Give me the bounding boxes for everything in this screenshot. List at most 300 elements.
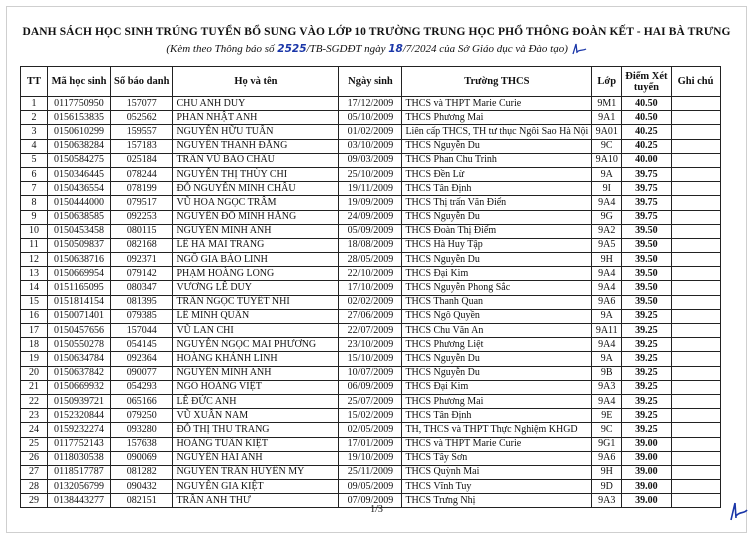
cell-name: ĐỖ THỊ THU TRANG — [173, 423, 339, 437]
table-row — [21, 182, 721, 196]
cell-student-id: 0150638585 — [48, 210, 111, 224]
cell-score: 39.75 — [622, 167, 671, 181]
cell-score: 39.50 — [622, 253, 671, 267]
cell-tt: 23 — [21, 409, 48, 423]
cell-school: THCS Vĩnh Tuy — [402, 480, 592, 494]
cell-dob: 24/09/2009 — [339, 210, 402, 224]
subtitle-mid: /TB-SGDĐT ngày — [306, 43, 386, 55]
cell-student-id: 0117750950 — [48, 97, 111, 111]
cell-exam-no: 090432 — [111, 480, 173, 494]
cell-dob: 17/01/2009 — [339, 437, 402, 451]
cell-score: 39.00 — [622, 465, 671, 479]
cell-name: NGUYỄN GIA KIỆT — [173, 480, 339, 494]
cell-dob: 10/07/2009 — [339, 366, 402, 380]
cell-name: NGUYỄN ĐỖ MINH HẰNG — [173, 210, 339, 224]
cell-student-id: 0150638284 — [48, 139, 111, 153]
cell-school: THCS và THPT Marie Curie — [402, 97, 592, 111]
table-row — [21, 139, 721, 153]
cell-student-id: 0150610299 — [48, 125, 111, 139]
cell-tt: 15 — [21, 295, 48, 309]
cell-dob: 01/02/2009 — [339, 125, 402, 139]
cell-note — [671, 97, 720, 111]
cell-exam-no: 082168 — [111, 238, 173, 252]
admission-table — [20, 66, 721, 508]
cell-tt: 14 — [21, 281, 48, 295]
cell-score: 39.50 — [622, 295, 671, 309]
cell-tt: 12 — [21, 253, 48, 267]
cell-student-id: 0150939721 — [48, 394, 111, 408]
cell-student-id: 0151814154 — [48, 295, 111, 309]
cell-name: TRẦN ANH THƯ — [173, 494, 339, 508]
cell-tt: 6 — [21, 167, 48, 181]
cell-name: NGUYỄN HẢI ANH — [173, 451, 339, 465]
cell-exam-no: 078244 — [111, 167, 173, 181]
cell-note — [671, 281, 720, 295]
cell-note — [671, 352, 720, 366]
cell-exam-no: 079385 — [111, 309, 173, 323]
header-class: Lớp — [592, 67, 622, 97]
cell-dob: 02/02/2009 — [339, 295, 402, 309]
table-row — [21, 324, 721, 338]
cell-school: THCS Đoàn Thị Điểm — [402, 224, 592, 238]
table-row — [21, 267, 721, 281]
cell-name: NGUYỄN TRẦN HUYỀN MY — [173, 465, 339, 479]
cell-class: 9A — [592, 309, 622, 323]
cell-school: THCS Phan Chu Trinh — [402, 153, 592, 167]
cell-name: PHAN NHẬT ANH — [173, 111, 339, 125]
cell-class: 9A4 — [592, 267, 622, 281]
cell-name: NGUYỄN THANH ĐĂNG — [173, 139, 339, 153]
cell-school: THCS Nguyễn Du — [402, 139, 592, 153]
cell-school: THCS Tân Định — [402, 409, 592, 423]
cell-class: 9D — [592, 480, 622, 494]
cell-school: THCS Đền Lừ — [402, 167, 592, 181]
table-row — [21, 253, 721, 267]
cell-exam-no: 081395 — [111, 295, 173, 309]
cell-exam-no: 093280 — [111, 423, 173, 437]
cell-class: 9A3 — [592, 380, 622, 394]
cell-tt: 18 — [21, 338, 48, 352]
cell-dob: 18/08/2009 — [339, 238, 402, 252]
cell-tt: 21 — [21, 380, 48, 394]
cell-class: 9A — [592, 167, 622, 181]
cell-class: 9H — [592, 465, 622, 479]
cell-score: 39.50 — [622, 224, 671, 238]
cell-score: 39.75 — [622, 196, 671, 210]
cell-note — [671, 480, 720, 494]
header-exam-no: Số báo danh — [111, 67, 173, 97]
cell-score: 39.25 — [622, 338, 671, 352]
header-score-line1: Điểm Xét — [625, 70, 668, 82]
cell-school: THCS và THPT Marie Curie — [402, 437, 592, 451]
cell-note — [671, 267, 720, 281]
cell-score: 39.00 — [622, 437, 671, 451]
cell-dob: 02/05/2009 — [339, 423, 402, 437]
table-row — [21, 224, 721, 238]
cell-score: 40.25 — [622, 139, 671, 153]
cell-note — [671, 253, 720, 267]
cell-school: THCS Nguyễn Du — [402, 253, 592, 267]
cell-student-id: 0150634784 — [48, 352, 111, 366]
cell-score: 39.00 — [622, 494, 671, 508]
cell-tt: 20 — [21, 366, 48, 380]
cell-exam-no: 079250 — [111, 409, 173, 423]
cell-class: 9A2 — [592, 224, 622, 238]
cell-class: 9A10 — [592, 153, 622, 167]
cell-name: TRẦN VŨ BẢO CHÂU — [173, 153, 339, 167]
cell-class: 9B — [592, 366, 622, 380]
cell-score: 39.25 — [622, 380, 671, 394]
cell-dob: 03/10/2009 — [339, 139, 402, 153]
cell-exam-no: 054293 — [111, 380, 173, 394]
cell-exam-no: 081282 — [111, 465, 173, 479]
cell-school: THCS Đại Kim — [402, 267, 592, 281]
cell-name: LÊ MINH QUÂN — [173, 309, 339, 323]
header-name: Họ và tên — [173, 67, 339, 97]
table-row — [21, 196, 721, 210]
cell-student-id: 0150457656 — [48, 324, 111, 338]
cell-tt: 5 — [21, 153, 48, 167]
cell-tt: 24 — [21, 423, 48, 437]
cell-exam-no: 052562 — [111, 111, 173, 125]
table-row — [21, 437, 721, 451]
cell-dob: 17/12/2009 — [339, 97, 402, 111]
cell-tt: 22 — [21, 394, 48, 408]
handwritten-day: 18 — [388, 43, 403, 55]
cell-note — [671, 238, 720, 252]
initial-signature-icon — [571, 43, 587, 55]
cell-exam-no: 092364 — [111, 352, 173, 366]
cell-name: NGUYỄN THỊ THÙY CHI — [173, 167, 339, 181]
table-row — [21, 153, 721, 167]
cell-school: THCS Tân Định — [402, 182, 592, 196]
cell-dob: 19/11/2009 — [339, 182, 402, 196]
cell-class: 9A4 — [592, 281, 622, 295]
cell-name: VƯƠNG LÊ DUY — [173, 281, 339, 295]
cell-tt: 7 — [21, 182, 48, 196]
cell-school: THCS Hà Huy Tập — [402, 238, 592, 252]
table-row — [21, 111, 721, 125]
cell-name: LÊ ĐỨC ANH — [173, 394, 339, 408]
document-title: DANH SÁCH HỌC SINH TRÚNG TUYỂN BỔ SUNG VÀO LỚP 10 TRƯỜNG TRUNG HỌC PHỔ THÔNG ĐOÀN KẾT - HAI BÀ TRƯNG — [22, 26, 731, 38]
header-student-id: Mã học sinh — [48, 67, 111, 97]
table-row — [21, 409, 721, 423]
cell-exam-no: 054145 — [111, 338, 173, 352]
cell-school: THCS Nguyễn Du — [402, 210, 592, 224]
cell-score: 39.00 — [622, 480, 671, 494]
cell-name: NGÔ GIA BẢO LINH — [173, 253, 339, 267]
table-row — [21, 281, 721, 295]
table-row — [21, 338, 721, 352]
cell-class: 9A3 — [592, 494, 622, 508]
cell-dob: 17/10/2009 — [339, 281, 402, 295]
cell-school: THCS Tây Sơn — [402, 451, 592, 465]
cell-note — [671, 409, 720, 423]
cell-school: THCS Nguyễn Du — [402, 366, 592, 380]
cell-note — [671, 366, 720, 380]
cell-class: 9G — [592, 210, 622, 224]
page-indicator: 1/3 — [370, 504, 383, 515]
cell-school: THCS Thị trấn Văn Điển — [402, 196, 592, 210]
cell-tt: 8 — [21, 196, 48, 210]
cell-student-id: 0117752143 — [48, 437, 111, 451]
cell-note — [671, 465, 720, 479]
cell-dob: 25/07/2009 — [339, 394, 402, 408]
cell-tt: 2 — [21, 111, 48, 125]
cell-student-id: 0150436554 — [48, 182, 111, 196]
table-row — [21, 97, 721, 111]
cell-dob: 06/09/2009 — [339, 380, 402, 394]
cell-dob: 05/09/2009 — [339, 224, 402, 238]
cell-student-id: 0118517787 — [48, 465, 111, 479]
cell-note — [671, 437, 720, 451]
cell-exam-no: 078199 — [111, 182, 173, 196]
cell-school: THCS Phương Mai — [402, 394, 592, 408]
cell-name: VŨ LAN CHI — [173, 324, 339, 338]
cell-note — [671, 139, 720, 153]
cell-student-id: 0150346445 — [48, 167, 111, 181]
cell-dob: 22/10/2009 — [339, 267, 402, 281]
cell-score: 39.50 — [622, 281, 671, 295]
cell-score: 39.25 — [622, 366, 671, 380]
cell-name: HOÀNG KHÁNH LINH — [173, 352, 339, 366]
cell-exam-no: 092253 — [111, 210, 173, 224]
cell-student-id: 0156153835 — [48, 111, 111, 125]
cell-class: 9A4 — [592, 338, 622, 352]
subtitle-suffix: /7/2024 của Sở Giáo dục và Đào tạo) — [402, 43, 568, 55]
cell-student-id: 0150637842 — [48, 366, 111, 380]
table-row — [21, 238, 721, 252]
header-score-line2: tuyển — [633, 81, 659, 93]
table-row — [21, 210, 721, 224]
cell-class: 9A6 — [592, 295, 622, 309]
header-school: Trường THCS — [402, 67, 592, 97]
cell-score: 39.50 — [622, 238, 671, 252]
cell-class: 9A1 — [592, 111, 622, 125]
cell-dob: 09/05/2009 — [339, 480, 402, 494]
cell-class: 9C — [592, 139, 622, 153]
cell-note — [671, 182, 720, 196]
cell-score: 39.50 — [622, 267, 671, 281]
cell-exam-no: 080115 — [111, 224, 173, 238]
cell-dob: 05/10/2009 — [339, 111, 402, 125]
cell-exam-no: 080347 — [111, 281, 173, 295]
table-row — [21, 480, 721, 494]
table-row — [21, 366, 721, 380]
cell-school: THCS Chu Văn An — [402, 324, 592, 338]
cell-tt: 4 — [21, 139, 48, 153]
cell-exam-no: 092371 — [111, 253, 173, 267]
cell-note — [671, 153, 720, 167]
cell-student-id: 0118030538 — [48, 451, 111, 465]
cell-class: 9M1 — [592, 97, 622, 111]
subtitle-prefix: (Kèm theo Thông báo số — [166, 43, 275, 55]
cell-dob: 09/03/2009 — [339, 153, 402, 167]
cell-tt: 11 — [21, 238, 48, 252]
cell-school: Liên cấp THCS, TH tư thục Ngôi Sao Hà Nội — [402, 125, 592, 139]
cell-dob: 23/10/2009 — [339, 338, 402, 352]
cell-name: TRẦN NGỌC TUYẾT NHI — [173, 295, 339, 309]
cell-score: 39.25 — [622, 394, 671, 408]
cell-name: NGUYỄN MINH ANH — [173, 366, 339, 380]
cell-school: THCS Nguyễn Phong Sắc — [402, 281, 592, 295]
table-header-row — [21, 67, 721, 97]
cell-tt: 17 — [21, 324, 48, 338]
document-subtitle — [0, 43, 753, 55]
cell-dob: 22/07/2009 — [339, 324, 402, 338]
cell-score: 40.25 — [622, 125, 671, 139]
cell-note — [671, 295, 720, 309]
cell-score: 39.25 — [622, 409, 671, 423]
cell-name: VŨ XUÂN NAM — [173, 409, 339, 423]
handwritten-notice-number: 2525 — [277, 43, 307, 55]
cell-name: ĐỖ NGUYỄN MINH CHÂU — [173, 182, 339, 196]
cell-note — [671, 196, 720, 210]
cell-score: 39.75 — [622, 210, 671, 224]
cell-name: NGÔ HOÀNG VIỆT — [173, 380, 339, 394]
cell-tt: 3 — [21, 125, 48, 139]
cell-tt: 26 — [21, 451, 48, 465]
cell-class: 9A11 — [592, 324, 622, 338]
cell-tt: 16 — [21, 309, 48, 323]
cell-dob: 25/10/2009 — [339, 167, 402, 181]
header-score — [622, 67, 671, 97]
cell-score: 39.25 — [622, 309, 671, 323]
cell-tt: 19 — [21, 352, 48, 366]
cell-note — [671, 324, 720, 338]
cell-student-id: 0150444000 — [48, 196, 111, 210]
cell-note — [671, 224, 720, 238]
cell-tt: 1 — [21, 97, 48, 111]
cell-exam-no: 025184 — [111, 153, 173, 167]
table-row — [21, 380, 721, 394]
cell-name: CHU ANH DUY — [173, 97, 339, 111]
cell-school: THCS Quỳnh Mai — [402, 465, 592, 479]
table-row — [21, 465, 721, 479]
cell-class: 9A4 — [592, 394, 622, 408]
cell-tt: 13 — [21, 267, 48, 281]
table-row — [21, 309, 721, 323]
cell-dob: 19/09/2009 — [339, 196, 402, 210]
cell-student-id: 0150509837 — [48, 238, 111, 252]
cell-dob: 07/09/2009 — [339, 494, 402, 508]
cell-school: THCS Đại Kim — [402, 380, 592, 394]
cell-name: PHẠM HOÀNG LONG — [173, 267, 339, 281]
cell-exam-no: 082151 — [111, 494, 173, 508]
table-row — [21, 394, 721, 408]
cell-school: THCS Ngô Quyền — [402, 309, 592, 323]
cell-name: HOÀNG TUẤN KIỆT — [173, 437, 339, 451]
cell-dob: 27/06/2009 — [339, 309, 402, 323]
cell-class: 9G1 — [592, 437, 622, 451]
cell-school: THCS Phương Mai — [402, 111, 592, 125]
cell-note — [671, 380, 720, 394]
cell-school: THCS Thanh Quan — [402, 295, 592, 309]
cell-exam-no: 079517 — [111, 196, 173, 210]
cell-exam-no: 065166 — [111, 394, 173, 408]
cell-name: VŨ HOA NGỌC TRÂM — [173, 196, 339, 210]
cell-score: 39.25 — [622, 352, 671, 366]
table-row — [21, 451, 721, 465]
table-row — [21, 352, 721, 366]
cell-class: 9E — [592, 409, 622, 423]
cell-school: THCS Nguyễn Du — [402, 352, 592, 366]
cell-dob: 19/10/2009 — [339, 451, 402, 465]
table-body — [21, 97, 721, 508]
cell-note — [671, 451, 720, 465]
cell-class: 9A5 — [592, 238, 622, 252]
cell-student-id: 0150584275 — [48, 153, 111, 167]
header-tt: TT — [21, 67, 48, 97]
cell-class: 9A — [592, 352, 622, 366]
cell-name: NGUYỄN MINH ANH — [173, 224, 339, 238]
cell-class: 9A01 — [592, 125, 622, 139]
cell-name: NGUYỄN NGỌC MAI PHƯƠNG — [173, 338, 339, 352]
cell-student-id: 0152320844 — [48, 409, 111, 423]
cell-dob: 28/05/2009 — [339, 253, 402, 267]
cell-dob: 25/11/2009 — [339, 465, 402, 479]
cell-exam-no: 157044 — [111, 324, 173, 338]
table-row — [21, 167, 721, 181]
cell-class: 9C — [592, 423, 622, 437]
cell-class: 9A4 — [592, 196, 622, 210]
cell-dob: 15/02/2009 — [339, 409, 402, 423]
cell-exam-no: 157183 — [111, 139, 173, 153]
cell-student-id: 0150669932 — [48, 380, 111, 394]
cell-note — [671, 111, 720, 125]
cell-note — [671, 394, 720, 408]
cell-tt: 27 — [21, 465, 48, 479]
cell-exam-no: 157077 — [111, 97, 173, 111]
cell-score: 39.75 — [622, 182, 671, 196]
cell-student-id: 0132056799 — [48, 480, 111, 494]
cell-class: 9I — [592, 182, 622, 196]
table-row — [21, 125, 721, 139]
cell-score: 39.25 — [622, 423, 671, 437]
cell-exam-no: 090077 — [111, 366, 173, 380]
cell-exam-no: 159557 — [111, 125, 173, 139]
cell-tt: 9 — [21, 210, 48, 224]
cell-note — [671, 210, 720, 224]
cell-tt: 25 — [21, 437, 48, 451]
table-row — [21, 295, 721, 309]
cell-student-id: 0150550278 — [48, 338, 111, 352]
cell-student-id: 0138443277 — [48, 494, 111, 508]
cell-name: NGUYỄN HỮU TUẤN — [173, 125, 339, 139]
cell-note — [671, 423, 720, 437]
cell-tt: 29 — [21, 494, 48, 508]
cell-school: TH, THCS và THPT Thực Nghiệm KHGD — [402, 423, 592, 437]
cell-student-id: 0151165095 — [48, 281, 111, 295]
cell-dob: 15/10/2009 — [339, 352, 402, 366]
cell-class: 9A6 — [592, 451, 622, 465]
cell-score: 40.50 — [622, 97, 671, 111]
cell-score: 39.00 — [622, 451, 671, 465]
cell-score: 39.25 — [622, 324, 671, 338]
cell-note — [671, 338, 720, 352]
cell-note — [671, 309, 720, 323]
cell-tt: 10 — [21, 224, 48, 238]
cell-exam-no: 157638 — [111, 437, 173, 451]
cell-note — [671, 167, 720, 181]
header-note: Ghi chú — [671, 67, 720, 97]
table-row — [21, 423, 721, 437]
cell-student-id: 0150669954 — [48, 267, 111, 281]
cell-exam-no: 090069 — [111, 451, 173, 465]
cell-student-id: 0150071401 — [48, 309, 111, 323]
header-dob: Ngày sinh — [339, 67, 402, 97]
cell-student-id: 0159232274 — [48, 423, 111, 437]
